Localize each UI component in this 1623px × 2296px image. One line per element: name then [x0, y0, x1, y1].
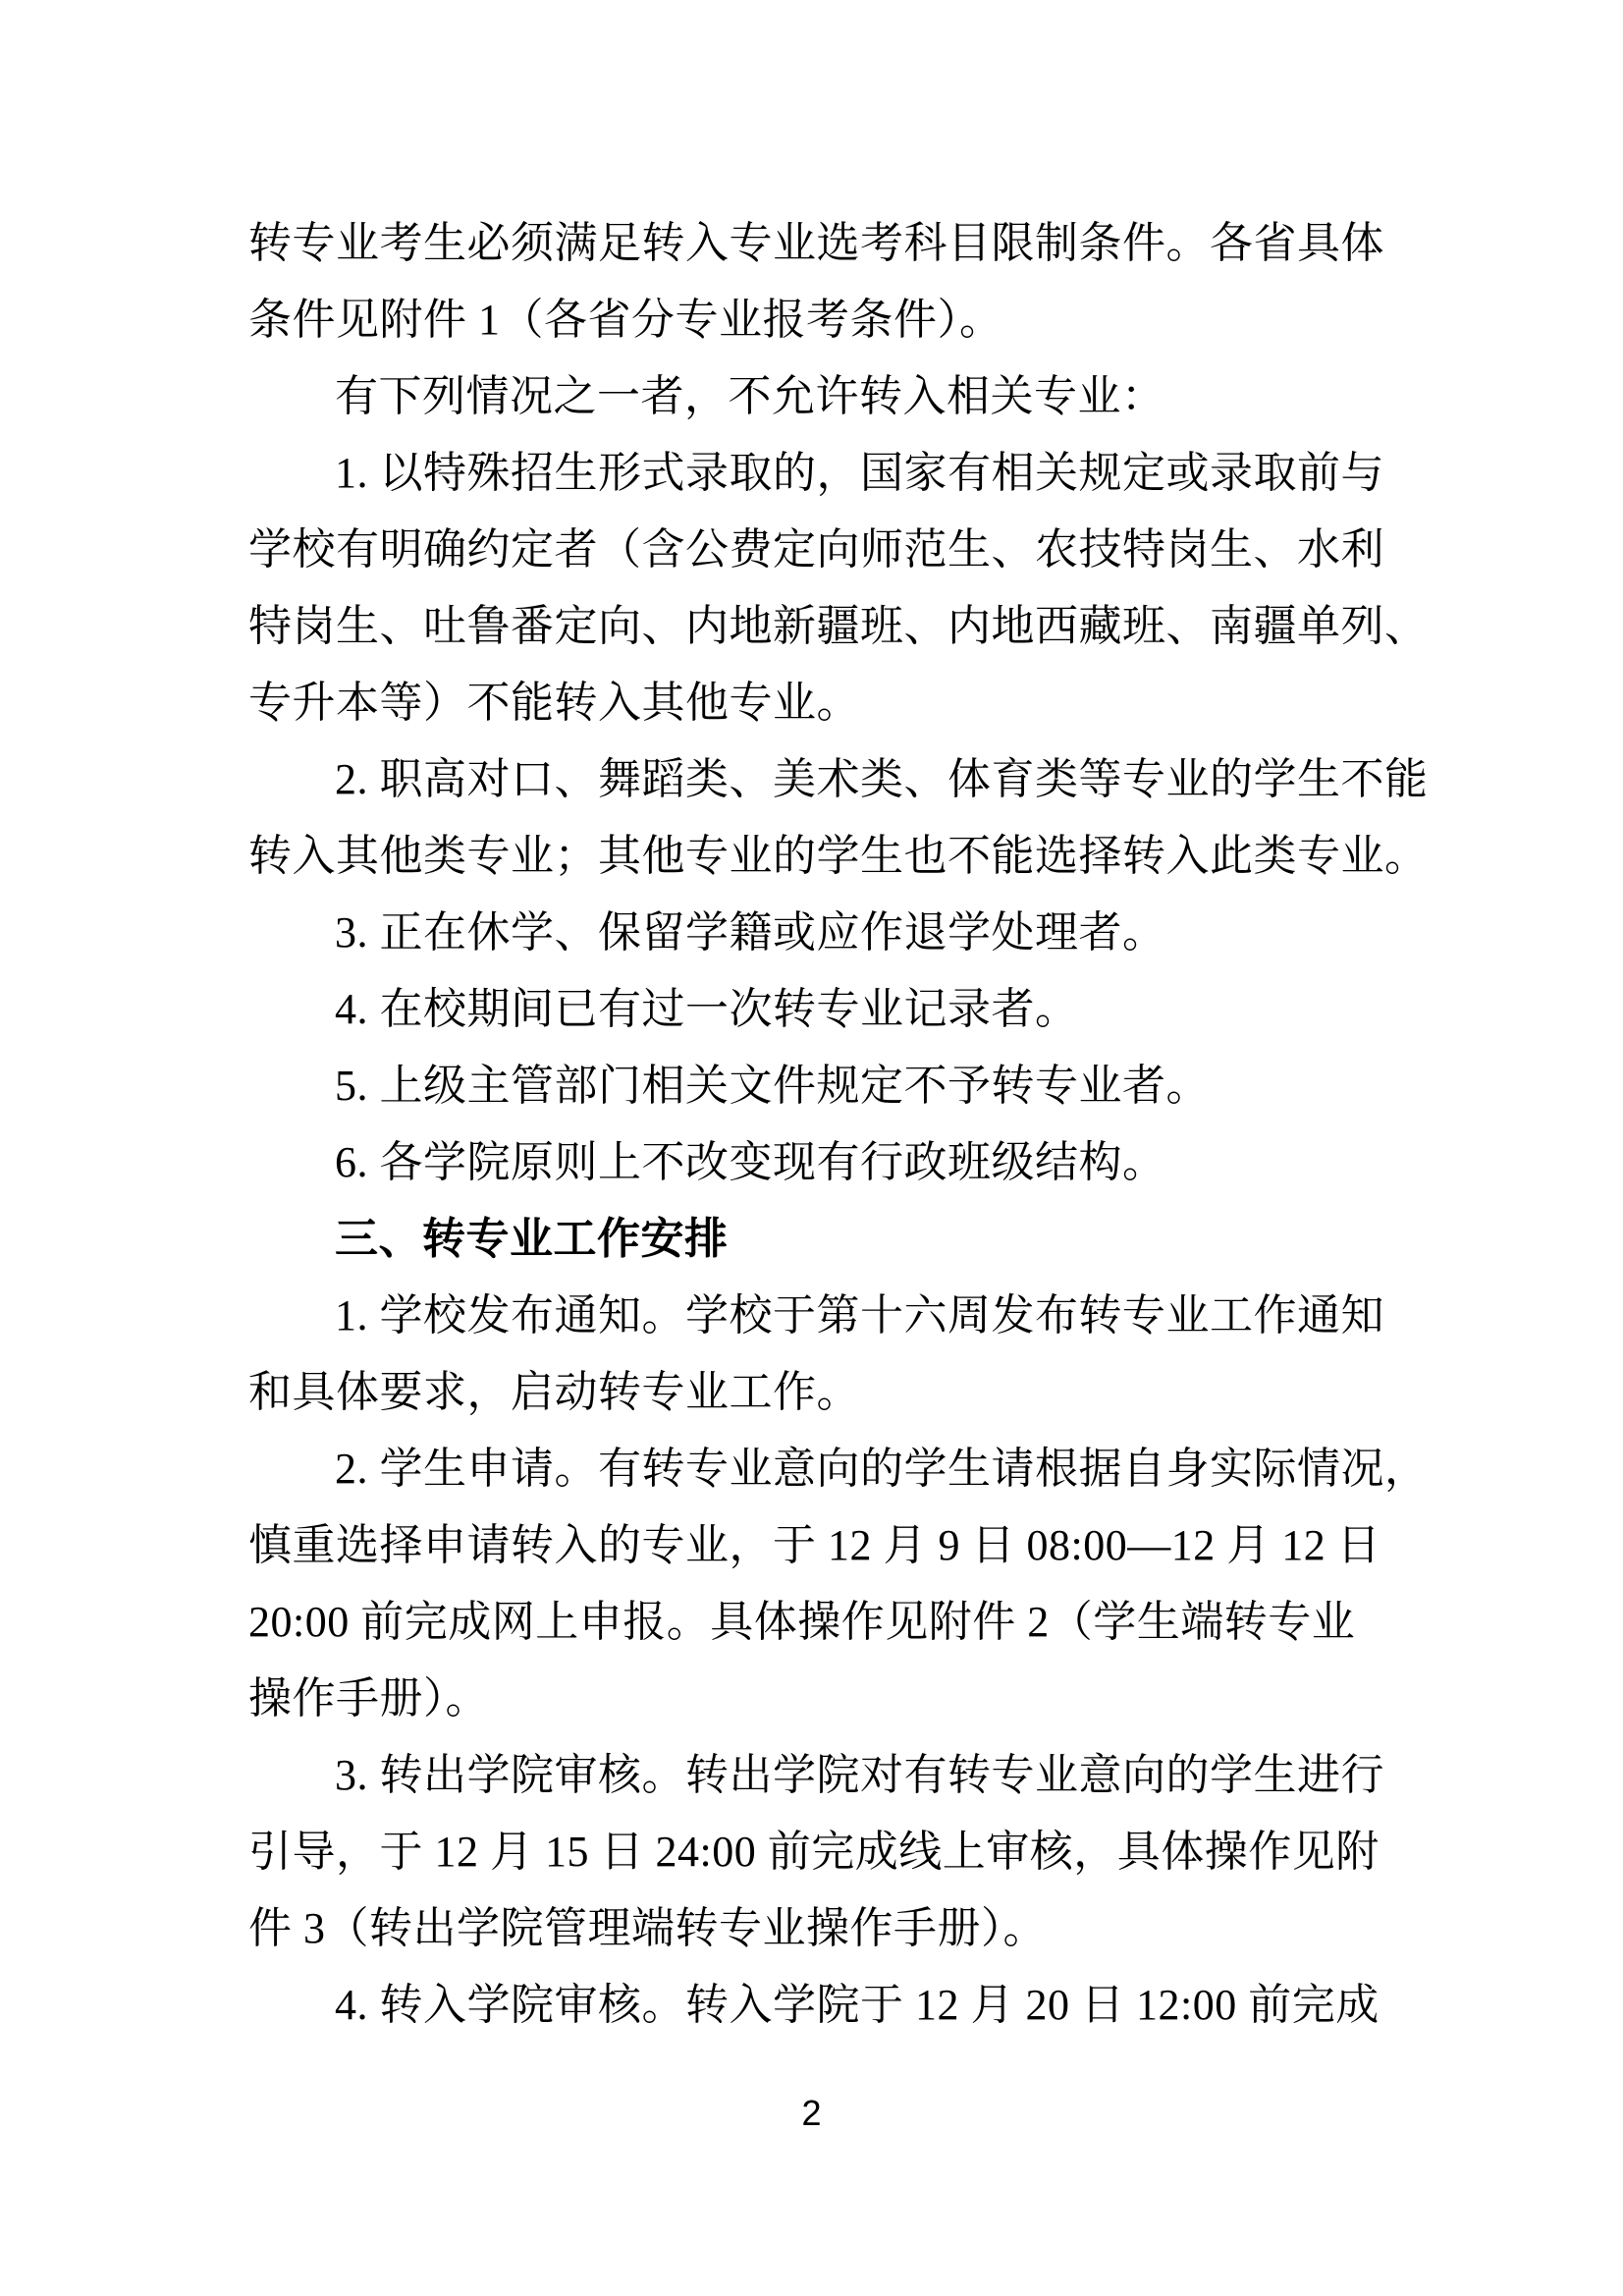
text-line-10: 3. 正在休学、保留学籍或应作退学处理者。 [335, 908, 1166, 957]
text-line-17: 2. 学生申请。有转专业意向的学生请根据自身实际情况， [335, 1445, 1429, 1493]
text-line-21: 3. 转出学院审核。转出学院对有转专业意向的学生进行 [335, 1751, 1384, 1799]
text-line-20: 操作手册）。 [248, 1674, 489, 1722]
text-line-1: 转专业考生必须满足转入专业选考科目限制条件。各省具体 [248, 219, 1384, 267]
text-line-23: 件 3（转出学院管理端转专业操作手册）。 [248, 1904, 1047, 1952]
text-line-24: 4. 转入学院审核。转入学院于 12 月 20 日 12:00 前完成 [335, 1981, 1380, 2029]
text-line-9: 转入其他类专业；其他专业的学生也不能选择转入此类专业。 [248, 832, 1429, 880]
section-heading: 三、转专业工作安排 [335, 1215, 729, 1263]
text-line-19: 20:00 前完成网上申报。具体操作见附件 2（学生端转专业 [248, 1598, 1356, 1646]
text-line-11: 4. 在校期间已有过一次转专业记录者。 [335, 985, 1079, 1033]
text-line-13: 6. 各学院原则上不改变现有行政班级结构。 [335, 1138, 1166, 1186]
document-body [248, 205, 1429, 2044]
text-line-12: 5. 上级主管部门相关文件规定不予转专业者。 [335, 1062, 1210, 1110]
text-line-8: 2. 职高对口、舞蹈类、美术类、体育类等专业的学生不能 [335, 755, 1429, 803]
text-line-3: 有下列情况之一者，不允许转入相关专业： [335, 372, 1165, 420]
text-line-5: 学校有明确约定者（含公费定向师范生、农技特岗生、水利 [248, 525, 1384, 574]
text-line-6: 特岗生、吐鲁番定向、内地新疆班、内地西藏班、南疆单列、 [248, 602, 1429, 650]
text-line-4: 1. 以特殊招生形式录取的，国家有相关规定或录取前与 [335, 449, 1384, 497]
text-line-18: 慎重选择申请转入的专业，于 12 月 9 日 08:00—12 月 12 日 [248, 1521, 1381, 1569]
text-line-16: 和具体要求，启动转专业工作。 [248, 1368, 860, 1416]
text-line-15: 1. 学校发布通知。学校于第十六周发布转专业工作通知 [335, 1291, 1384, 1339]
text-line-2: 条件见附件 1（各省分专业报考条件）。 [248, 296, 1003, 344]
page-number: 2 [801, 2093, 822, 2133]
text-line-7: 专升本等）不能转入其他专业。 [248, 679, 860, 727]
text-line-22: 引导，于 12 月 15 日 24:00 前完成线上审核，具体操作见附 [248, 1828, 1380, 1876]
